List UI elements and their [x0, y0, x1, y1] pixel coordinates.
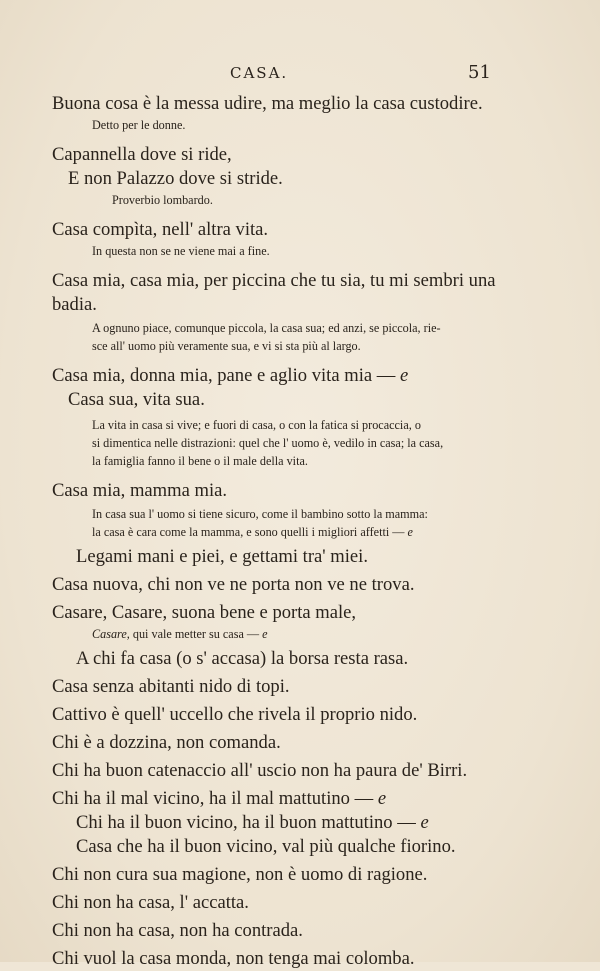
proverb-line: Casa nuova, chi non ve ne porta non ve ne trova. — [52, 574, 415, 595]
proverb-line: Chi vuol la casa monda, non tenga mai colomba. — [52, 948, 415, 969]
note-headword: Casare, — [92, 627, 130, 641]
continuation-mark: e — [400, 365, 409, 386]
proverb-line: Chi non ha casa, non ha contrada. — [52, 920, 303, 941]
proverb-line — [52, 787, 492, 811]
proverb-line: Capannella dove si ride, — [52, 144, 232, 165]
page-header — [0, 64, 600, 88]
page-number: 51 — [468, 62, 491, 83]
proverb-note: A ognuno piace, comunque piccola, la casa sua; ed anzi, se piccola, rie- — [92, 321, 441, 335]
proverb-line: Casa compìta, nell' altra vita. — [52, 219, 269, 240]
proverb-line: Casare, Casare, suona bene e porta male, — [52, 602, 357, 623]
proverb-line: A chi fa casa (o s' accasa) la borsa resta rasa. — [76, 648, 409, 669]
continuation-mark: e — [407, 525, 413, 539]
proverb-line: Casa mia, casa mia, per piccina che tu sia, tu mi sembri una — [52, 270, 496, 291]
proverb-note: la famiglia fanno il bene o il male della vita. — [92, 454, 308, 468]
proverb-note: Proverbio lombardo. — [112, 193, 213, 207]
note-text: qui vale metter su casa — — [132, 627, 260, 641]
proverb-line: Casa che ha il buon vicino, val più qualche fiorino. — [76, 836, 456, 857]
proverb-note: si dimentica nelle distrazioni: quel che l' uomo è, vedilo in casa; la casa, — [92, 436, 444, 450]
proverb-note: Detto per le donne. — [92, 118, 186, 132]
proverb-text: Chi ha il buon vicino, ha il buon mattutino — — [76, 812, 416, 833]
proverb-note: sce all' uomo più veramente sua, e vi si sta più al largo. — [92, 339, 361, 353]
running-title: CASA. — [230, 64, 289, 82]
proverb-line: Chi è a dozzina, non comanda. — [52, 732, 281, 753]
proverb-line: Chi non ha casa, l' accatta. — [52, 892, 249, 913]
proverb-text: Chi ha il mal vicino, ha il mal mattutino — — [52, 788, 374, 809]
proverb-note: In questa non se ne viene mai a fine. — [92, 244, 270, 258]
proverb-line: Casa sua, vita sua. — [68, 389, 205, 410]
proverb-note: La vita in casa si vive; e fuori di casa, o con la fatica si procaccia, o — [92, 418, 421, 432]
proverb-line: Casa senza abitanti nido di topi. — [52, 676, 290, 697]
proverb-note — [52, 523, 492, 541]
proverb-line: Chi ha buon catenaccio all' uscio non ha paura de' Birri. — [52, 760, 468, 781]
note-text: la casa è cara come la mamma, e sono quelli i migliori affetti — — [92, 525, 405, 539]
continuation-mark: e — [262, 627, 268, 641]
proverb-line: E non Palazzo dove si stride. — [68, 168, 283, 189]
proverb-line — [52, 811, 492, 835]
proverb-line: Legami mani e piei, e gettami tra' miei. — [76, 546, 368, 567]
proverb-line: Buona cosa è la messa udire, ma meglio la casa custodire. — [52, 93, 483, 114]
continuation-mark: e — [377, 788, 387, 809]
proverb-line — [52, 364, 492, 388]
proverb-line: Cattivo è quell' uccello che rivela il proprio nido. — [52, 704, 418, 725]
proverb-line: Chi non cura sua magione, non è uomo di ragione. — [52, 864, 428, 885]
proverb-note — [52, 625, 492, 643]
proverb-text: Casa mia, donna mia, pane e aglio vita mia — — [52, 365, 396, 386]
proverb-line: badia. — [52, 294, 97, 315]
continuation-mark: e — [420, 812, 429, 833]
proverb-line: Casa mia, mamma mia. — [52, 480, 228, 501]
proverb-list — [52, 92, 496, 971]
proverb-note: In casa sua l' uomo si tiene sicuro, come il bambino sotto la mamma: — [92, 507, 428, 521]
